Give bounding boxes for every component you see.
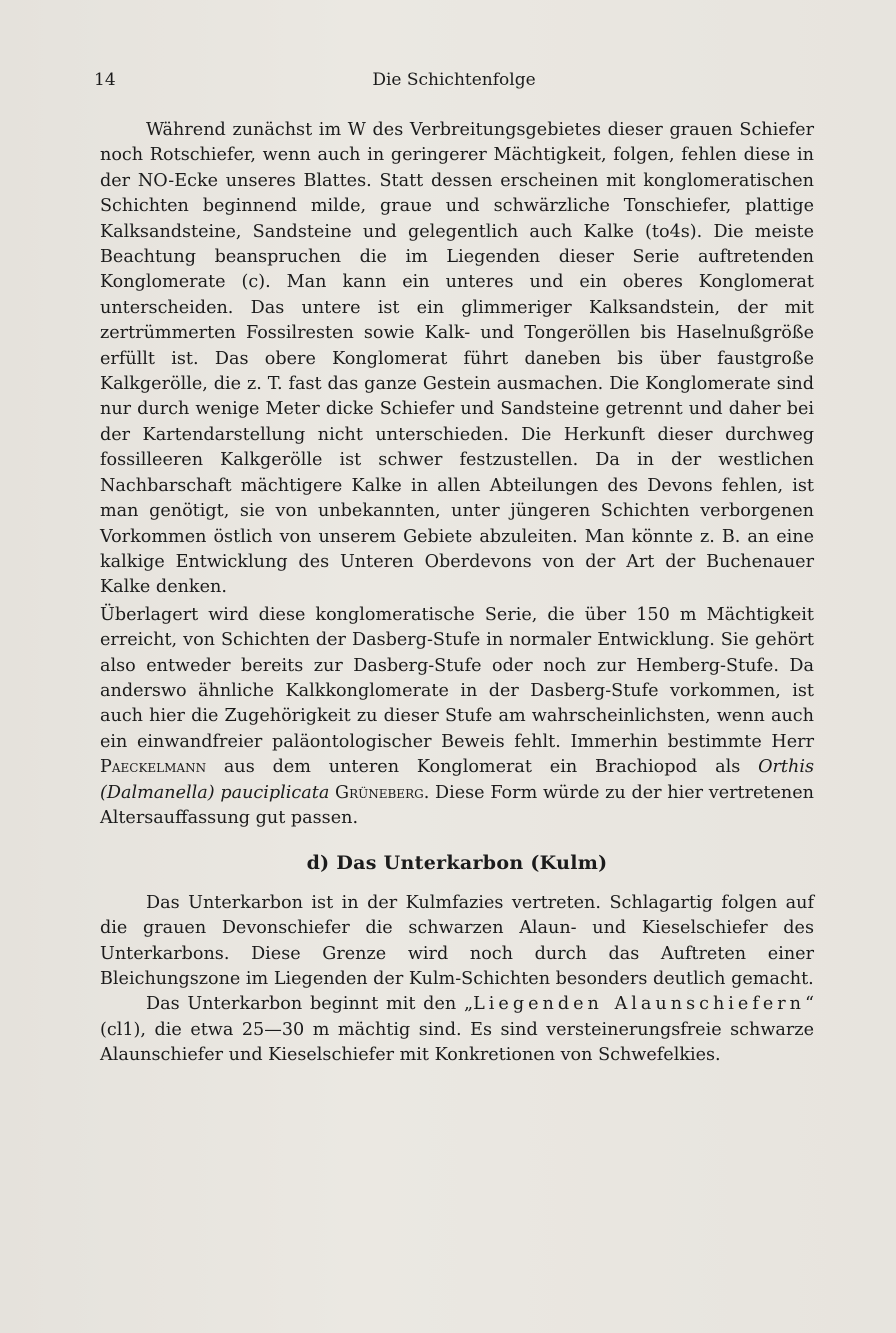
body-text xyxy=(100,118,814,1069)
paragraph-conglomerates: Während zunächst im W des Verbreitungsgebietes dieser grauen Schiefer noch Rotschiefer, wenn auch in geringerer Mächtigkeit, folgen, fehlen diese in der NO-Ecke unseres Blattes. Statt dessen erscheinen mit konglomeratischen Schichten beginnend milde, graue und schwärzliche Tonschiefer, plattige Kalksandsteine, Sandsteine und gelegentlich auch Kalke (to4s). Die meiste Beachtung beanspruchen die im Liegenden dieser Serie auftretenden Konglomerate (c). Man kann ein unteres und ein oberes Konglomerat unterscheiden. Das untere ist ein glimmeriger Kalksandstein, der mit zertrümmerten Fossilresten sowie Kalk- und Tongeröllen bis Haselnußgröße erfüllt ist. Das obere Konglomerat führt daneben bis über faustgroße Kalkgerölle, die z. T. fast das ganze Gestein ausmachen. Die Konglomerate sind nur durch wenige Meter dicke Schiefer und Sandsteine getrennt und daher bei der Kartendarstellung nicht unterschieden. Die Herkunft dieser durchweg fossilleeren Kalkgerölle ist schwer festzustellen. Da in der westlichen Nachbarschaft mächtigere Kalke in allen Abteilungen des Devons fehlen, ist man genötigt, sie von unbekannten, unter jüngeren Schichten verborgenen Vorkommen östlich von unserem Gebiete abzuleiten. Man könnte z. B. an eine kalkige Entwicklung des Unteren Oberdevons von der Art der Buchenauer Kalke denken. xyxy=(100,120,814,598)
running-title: Die Schichtenfolge xyxy=(372,70,536,90)
paragraph-alaunschiefer xyxy=(100,992,814,1068)
paragraph-text: aus dem unteren Konglomerat ein Brachiopod als xyxy=(223,757,741,778)
paragraph-text: . Diese Form würde zu der hier vertretenen Altersauffassung gut passen. xyxy=(100,782,814,828)
page-header xyxy=(94,70,814,94)
paragraph-text: Das Unterkarbon beginnt mit den „ xyxy=(146,994,474,1015)
person-name: Paeckelmann xyxy=(100,757,207,778)
page-number: 14 xyxy=(94,70,116,90)
species-name: Orthis (Dalmanella) pauciplicata xyxy=(100,757,814,803)
spaced-term: Liegenden Alaunschiefern xyxy=(473,994,806,1015)
author-name: Grüneberg xyxy=(335,782,424,803)
paragraph-text: “ (cl1), die etwa 25—30 m mächtig sind. Es sind versteinerungsfreie schwarze Alaunschiefer und Kieselschiefer mit Konkretionen von Schwefelkies. xyxy=(100,994,815,1066)
section-heading: d) Das Unterkarbon (Kulm) xyxy=(306,852,608,875)
paragraph-kulmfazies: Das Unterkarbon ist in der Kulmfazies vertreten. Schlagartig folgen auf die grauen Devonschiefer die schwarzen Alaun- und Kieselschiefer des Unterkarbons. Diese Grenze wird noch durch das Auftreten einer Bleichungszone im Liegenden der Kulm-Schichten besonders deutlich gemacht. xyxy=(100,892,814,989)
paragraph-dasberg-stufe xyxy=(100,603,814,832)
paragraph-text: Überlagert wird diese konglomeratische Serie, die über 150 m Mächtigkeit erreicht, von Schichten der Dasberg-Stufe in normaler Entwicklung. Sie gehört also entweder bereits zur Dasberg-Stufe oder noch zur Hemberg-Stufe. Da anderswo ähnliche Kalkkonglomerate in der Dasberg-Stufe vorkommen, ist auch hier die Zugehörigkeit zu dieser Stufe am wahrscheinlichsten, wenn auch ein einwandfreier paläontologischer Beweis fehlt. Immerhin bestimmte Herr xyxy=(100,604,814,752)
